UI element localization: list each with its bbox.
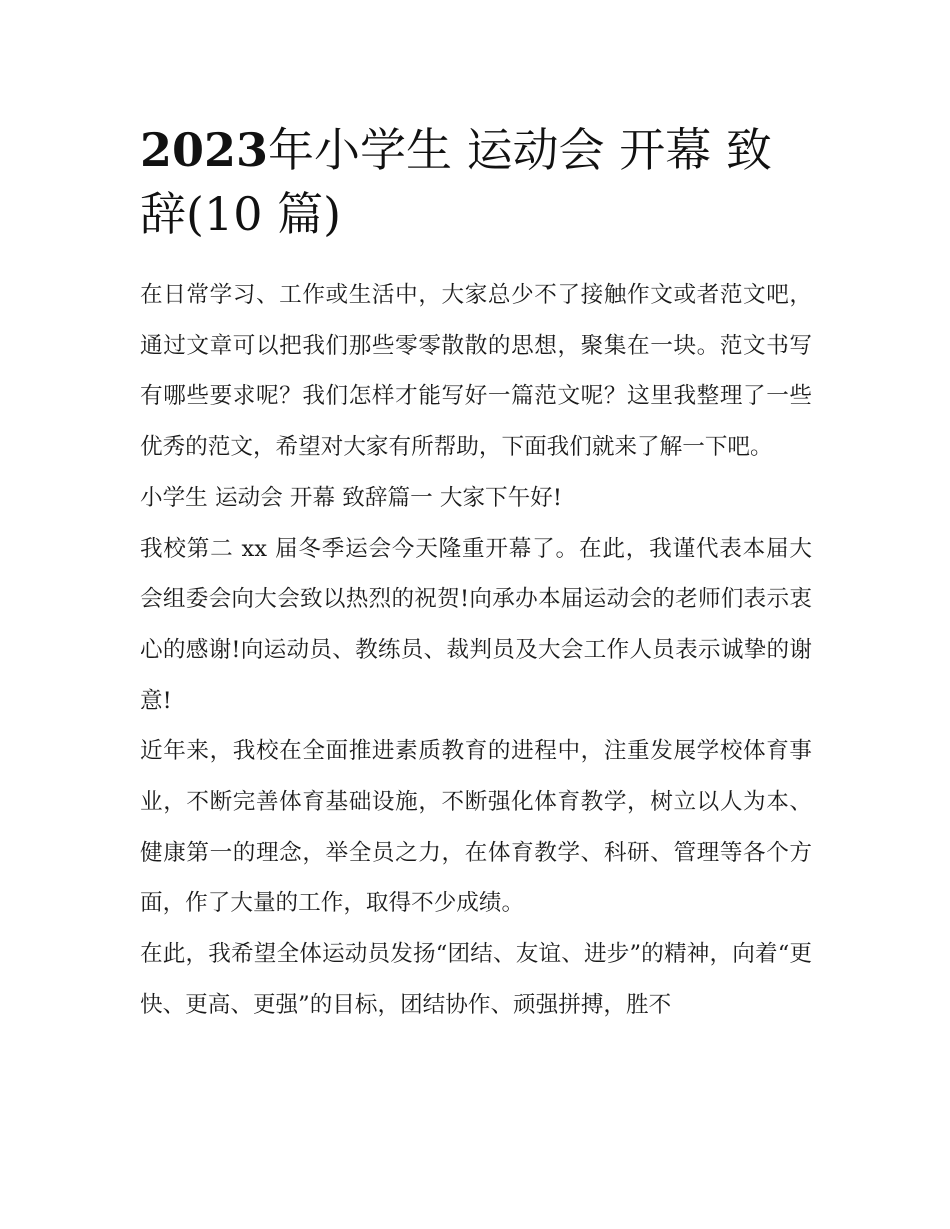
document-content — [140, 118, 812, 1031]
title-text: 年小学生 运动会 开幕 致辞(10 篇) — [140, 123, 772, 241]
paragraph-hopes: 在此，我希望全体运动员发扬“团结、友谊、进步”的精神，向着“更快、更高、更强”的目标，团结协作、顽强拼搏，胜不 — [140, 941, 812, 1018]
paragraph-intro: 在日常学习、工作或生活中，大家总少不了接触作文或者范文吧，通过文章可以把我们那些零零散散的思想，聚集在一块。范文书写有哪些要求呢？我们怎样才能写好一篇范文呢？这里我整理了一些优秀的范文，希望对大家有所帮助，下面我们就来了解一下吧。 — [140, 282, 812, 461]
paragraph-opening: 我校第二 xx 届冬季运会今天隆重开幕了。在此，我谨代表本届大会组委会向大会致以热烈的祝贺!向承办本届运动会的老师们表示衷心的感谢!向运动员、教练员、裁判员及大会工作人员表示诚挚的谢意! — [140, 535, 812, 714]
paragraph-achievements: 近年来，我校在全面推进素质教育的进程中，注重发展学校体育事业，不断完善体育基础设施，不断强化体育教学，树立以人为本、健康第一的理念，举全员之力，在体育教学、科研、管理等各个方面，作了大量的工作，取得不少成绩。 — [140, 738, 812, 917]
document-body — [140, 270, 812, 1031]
document-title — [140, 118, 812, 246]
title-year: 2023 — [140, 123, 269, 177]
paragraph-section-heading: 小学生 运动会 开幕 致辞篇一 大家下午好! — [140, 484, 562, 511]
